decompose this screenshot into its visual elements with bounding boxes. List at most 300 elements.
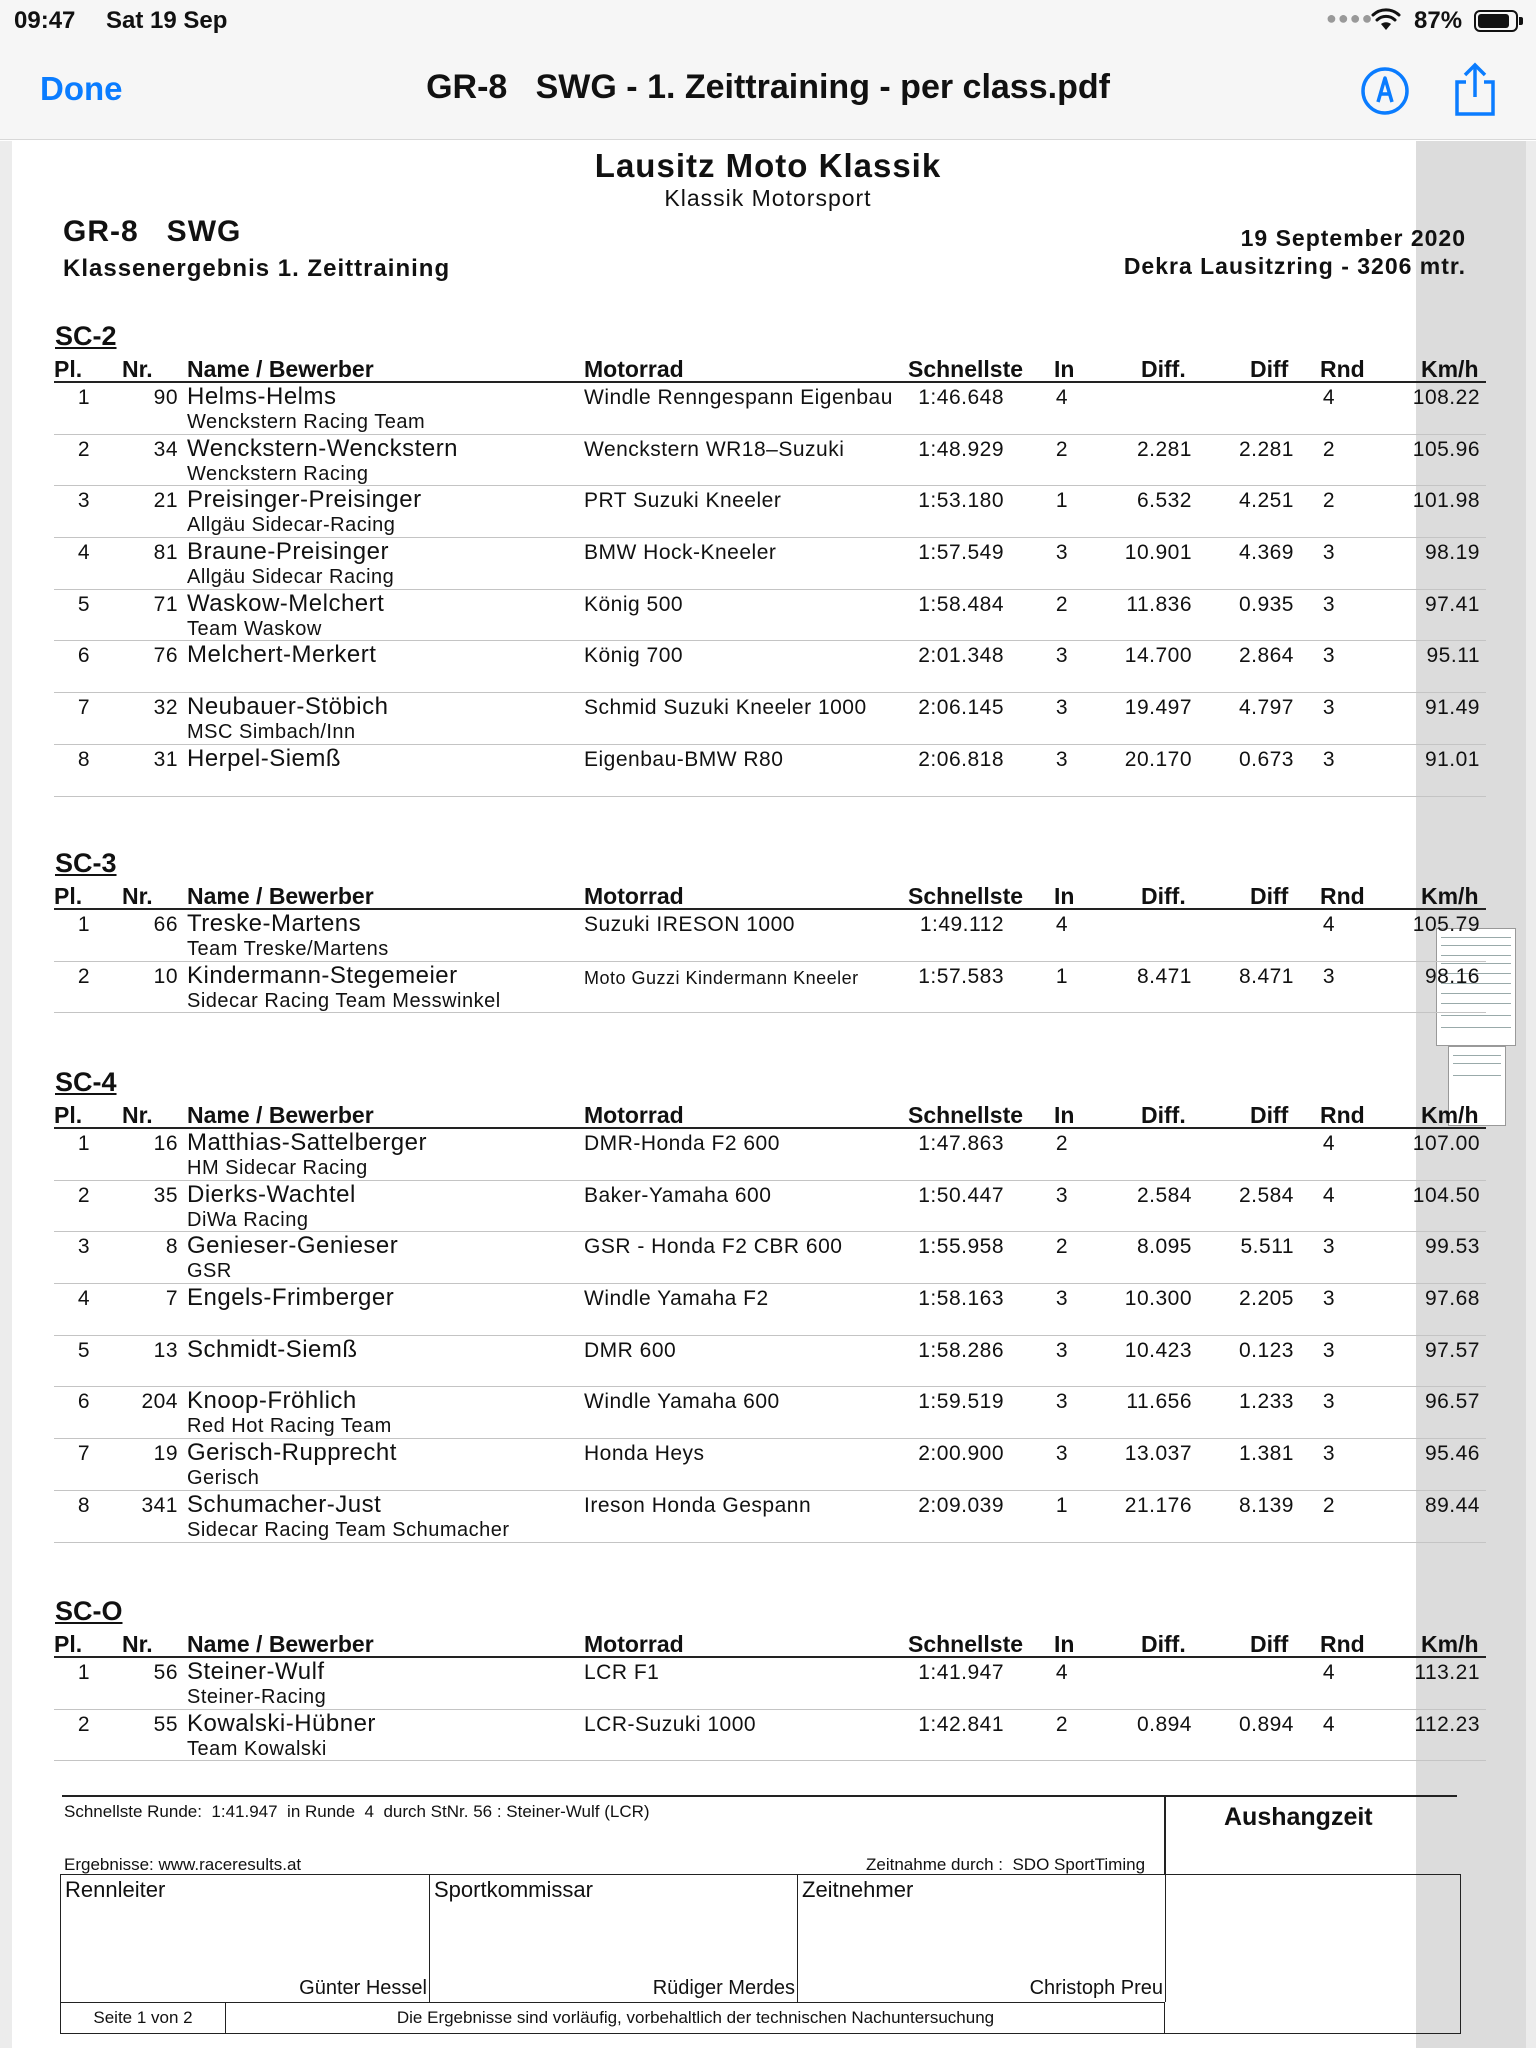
cell-best: 1:48.929 xyxy=(918,437,1004,461)
battery-icon xyxy=(1474,10,1518,32)
cell-in: 2 xyxy=(1055,1132,1069,1155)
cell-best: 1:57.549 xyxy=(918,541,1004,565)
cell-name: Schumacher-Just xyxy=(187,1490,382,1518)
document-title: GR-8 SWG - 1. Zeittraining - per class.pdf xyxy=(426,68,1110,106)
cell-in: 4 xyxy=(1055,913,1069,936)
column-header-bike: Motorrad xyxy=(584,883,684,909)
column-header-pos: Pl. xyxy=(54,1102,83,1128)
cell-best: 1:47.863 xyxy=(918,1132,1004,1155)
column-header-diff1: Diff. xyxy=(1141,883,1186,909)
cell-nr: 90 xyxy=(153,386,178,409)
table-row xyxy=(54,538,1486,590)
cell-kmh: 98.16 xyxy=(1424,964,1480,988)
table-row xyxy=(54,1284,1486,1336)
cell-diff1: 10.300 xyxy=(1124,1287,1192,1311)
class-title: SC-4 xyxy=(55,1067,117,1097)
cell-in: 2 xyxy=(1055,1235,1069,1259)
column-header-diff1: Diff. xyxy=(1141,356,1186,382)
cell-name: Braune-Preisinger xyxy=(187,538,389,566)
cell-nr: 66 xyxy=(153,913,178,936)
role-label: Sportkommissar xyxy=(434,1877,593,1902)
cell-bike: König 700 xyxy=(584,644,684,668)
cell-diff2: 2.584 xyxy=(1238,1183,1294,1207)
column-header-pos: Pl. xyxy=(54,883,83,909)
cell-name: Herpel-Siemß xyxy=(187,744,342,772)
cell-bike: Honda Heys xyxy=(584,1442,705,1466)
cell-pos: 7 xyxy=(77,696,91,720)
event-title: Lausitz Moto Klassik xyxy=(594,147,942,184)
column-header-pos: Pl. xyxy=(54,356,83,382)
column-header-bike: Motorrad xyxy=(584,356,684,382)
table-row xyxy=(54,435,1486,487)
cell-diff1: 10.901 xyxy=(1124,541,1192,565)
cell-in: 1 xyxy=(1055,964,1069,988)
cell-diff1: 11.836 xyxy=(1126,592,1192,616)
cell-rnd: 4 xyxy=(1322,1712,1336,1736)
cell-bike: BMW Hock-Kneeler xyxy=(584,541,777,565)
cell-pos: 2 xyxy=(77,964,91,988)
column-header-kmh: Km/h xyxy=(1421,1102,1479,1128)
cell-diff1: 2.584 xyxy=(1136,1183,1192,1207)
cell-kmh: 97.68 xyxy=(1424,1287,1480,1311)
cell-in: 2 xyxy=(1055,592,1069,616)
cell-kmh: 108.22 xyxy=(1412,386,1480,409)
cell-nr: 341 xyxy=(141,1493,178,1517)
cell-best: 1:42.841 xyxy=(918,1712,1004,1736)
cell-diff2: 1.233 xyxy=(1238,1390,1294,1414)
cell-bike: Ireson Honda Gespann xyxy=(584,1493,812,1517)
column-header-rnd: Rnd xyxy=(1320,1631,1365,1657)
table-row xyxy=(54,1710,1486,1762)
table-header xyxy=(54,357,1486,383)
column-header-name: Name / Bewerber xyxy=(187,356,374,382)
cell-best: 1:58.163 xyxy=(918,1287,1004,1311)
status-date: Sat 19 Sep xyxy=(106,7,228,34)
cell-diff1: 11.656 xyxy=(1126,1390,1192,1414)
cell-diff2: 4.251 xyxy=(1238,489,1294,513)
cell-diff1: 13.037 xyxy=(1124,1442,1192,1466)
table-row xyxy=(54,1336,1486,1388)
cell-best: 1:58.286 xyxy=(918,1338,1004,1362)
cell-bike: DMR 600 xyxy=(584,1338,677,1362)
cell-bike: Wenckstern WR18–Suzuki xyxy=(584,437,845,461)
cell-name: Gerisch-Rupprecht xyxy=(187,1439,397,1467)
cell-best: 1:58.484 xyxy=(918,592,1004,616)
signature-timekeeper xyxy=(798,1875,1166,2002)
nav-bar xyxy=(0,40,1536,140)
cell-name: Preisinger-Preisinger xyxy=(187,486,422,514)
cell-rnd: 3 xyxy=(1322,592,1336,616)
cell-rnd: 3 xyxy=(1322,747,1336,771)
cell-rnd: 3 xyxy=(1322,1390,1336,1414)
cell-nr: 8 xyxy=(165,1235,178,1259)
column-header-best: Schnellste xyxy=(908,883,1024,909)
column-header-name: Name / Bewerber xyxy=(187,883,374,909)
cell-bike: Schmid Suzuki Kneeler 1000 xyxy=(584,696,867,720)
role-label: Zeitnehmer xyxy=(802,1877,914,1902)
results-url: Ergebnisse: www.raceresults.at xyxy=(64,1855,302,1874)
cell-team: Team Treske/Martens xyxy=(187,938,389,960)
cell-team: Team Kowalski xyxy=(187,1737,327,1760)
table-row xyxy=(54,1232,1486,1284)
cell-in: 4 xyxy=(1055,1661,1069,1684)
column-header-best: Schnellste xyxy=(908,356,1024,382)
cell-rnd: 4 xyxy=(1322,1183,1336,1207)
table-row xyxy=(54,641,1486,693)
markup-pen-icon[interactable] xyxy=(1360,66,1410,116)
fastest-lap-note: Schnellste Runde: 1:41.947 in Runde 4 durch StNr. 56 : Steiner-Wulf (LCR) xyxy=(64,1802,650,1821)
cell-team: Steiner-Racing xyxy=(187,1686,327,1708)
race-date: 19 September 2020 xyxy=(1240,225,1466,251)
pdf-page[interactable] xyxy=(0,141,1536,2048)
cell-rnd: 4 xyxy=(1322,913,1336,936)
official-name: Christoph Preu xyxy=(1029,1977,1163,1999)
cell-diff2: 2.205 xyxy=(1238,1287,1294,1311)
cell-rnd: 3 xyxy=(1322,1235,1336,1259)
cell-kmh: 105.96 xyxy=(1412,437,1480,461)
cell-diff1: 20.170 xyxy=(1124,747,1192,771)
race-group: GR-8 SWG xyxy=(63,215,242,248)
cell-rnd: 3 xyxy=(1322,1442,1336,1466)
wifi-icon xyxy=(1370,8,1402,32)
cell-kmh: 105.79 xyxy=(1412,913,1480,936)
column-header-kmh: Km/h xyxy=(1421,356,1479,382)
cell-in: 2 xyxy=(1055,437,1069,461)
cell-bike: PRT Suzuki Kneeler xyxy=(584,489,782,513)
cell-in: 4 xyxy=(1055,386,1069,409)
cell-name: Helms-Helms xyxy=(187,383,337,410)
column-header-nr: Nr. xyxy=(122,1631,153,1657)
race-venue: Dekra Lausitzring - 3206 mtr. xyxy=(1123,253,1466,279)
cell-nr: 34 xyxy=(153,437,178,461)
cell-bike: König 500 xyxy=(584,592,684,616)
table-row xyxy=(54,1439,1486,1491)
table-row xyxy=(54,486,1486,538)
cell-pos: 5 xyxy=(77,1338,91,1362)
cell-best: 1:49.112 xyxy=(919,913,1004,936)
cell-team: Gerisch xyxy=(187,1467,260,1490)
cell-team: Red Hot Racing Team xyxy=(187,1415,392,1438)
table-header xyxy=(54,1103,1486,1129)
cell-kmh: 99.53 xyxy=(1424,1235,1480,1259)
signature-steward xyxy=(430,1875,798,2002)
column-header-diff2: Diff xyxy=(1250,883,1289,909)
column-header-rnd: Rnd xyxy=(1320,883,1365,909)
cell-in: 3 xyxy=(1055,747,1069,771)
cell-name: Genieser-Genieser xyxy=(187,1232,399,1260)
page-info: Seite 1 von 2 xyxy=(61,2003,226,2033)
cell-kmh: 101.98 xyxy=(1412,489,1480,513)
cell-in: 3 xyxy=(1055,1390,1069,1414)
cell-bike: LCR F1 xyxy=(584,1661,660,1684)
cell-diff1: 2.281 xyxy=(1136,437,1192,461)
cell-nr: 16 xyxy=(153,1132,178,1155)
results-footer xyxy=(58,1795,1458,2035)
column-header-pos: Pl. xyxy=(54,1631,83,1657)
cell-diff1: 0.894 xyxy=(1136,1712,1192,1736)
column-header-in: In xyxy=(1054,356,1075,382)
cell-diff2: 1.381 xyxy=(1238,1442,1294,1466)
cell-in: 3 xyxy=(1055,644,1069,668)
cell-nr: 19 xyxy=(153,1442,178,1466)
cell-kmh: 97.57 xyxy=(1424,1338,1480,1362)
cell-in: 1 xyxy=(1055,489,1069,513)
cell-pos: 2 xyxy=(77,1712,91,1736)
cell-nr: 32 xyxy=(153,696,178,720)
column-header-nr: Nr. xyxy=(122,883,153,909)
table-row xyxy=(54,1491,1486,1543)
cell-name: Schmidt-Siemß xyxy=(187,1335,358,1363)
table-row xyxy=(54,383,1486,435)
cell-rnd: 3 xyxy=(1322,696,1336,720)
cell-nr: 76 xyxy=(153,644,178,668)
status-time: 09:47 xyxy=(14,7,76,34)
disclaimer: Die Ergebnisse sind vorläufig, vorbehaltlich der technischen Nachuntersuchung xyxy=(396,2008,995,2027)
cell-name: Engels-Frimberger xyxy=(187,1284,395,1312)
column-header-kmh: Km/h xyxy=(1421,883,1479,909)
cell-kmh: 96.57 xyxy=(1424,1390,1480,1414)
cell-kmh: 112.23 xyxy=(1414,1712,1480,1736)
cell-pos: 3 xyxy=(77,489,91,513)
cell-team: MSC Simbach/Inn xyxy=(187,721,356,744)
cell-nr: 21 xyxy=(153,489,178,513)
column-header-diff2: Diff xyxy=(1250,356,1289,382)
cell-pos: 4 xyxy=(77,1287,91,1311)
cell-team: DiWa Racing xyxy=(187,1208,309,1231)
cell-in: 3 xyxy=(1055,1442,1069,1466)
cell-in: 1 xyxy=(1055,1493,1069,1517)
official-name: Rüdiger Merdes xyxy=(652,1977,795,1999)
cell-name: Wenckstern-Wenckstern xyxy=(187,434,459,462)
cell-nr: 10 xyxy=(153,964,178,988)
column-header-diff1: Diff. xyxy=(1141,1631,1186,1657)
cell-in: 3 xyxy=(1055,541,1069,565)
cell-bike: Moto Guzzi Kindermann Kneeler xyxy=(584,967,859,988)
cell-name: Kowalski-Hübner xyxy=(187,1709,376,1737)
cell-diff2: 8.471 xyxy=(1238,964,1294,988)
cell-best: 1:59.519 xyxy=(918,1390,1004,1414)
cell-team: HM Sidecar Racing xyxy=(187,1157,368,1179)
cell-best: 1:46.648 xyxy=(918,386,1004,409)
event-subtitle: Klassik Motorsport xyxy=(664,185,872,211)
cell-pos: 4 xyxy=(77,541,91,565)
cell-name: Melchert-Merkert xyxy=(187,641,377,669)
cell-nr: 7 xyxy=(165,1287,178,1311)
cell-kmh: 89.44 xyxy=(1424,1493,1480,1517)
column-header-name: Name / Bewerber xyxy=(187,1102,374,1128)
cell-best: 2:01.348 xyxy=(918,644,1004,668)
cell-pos: 1 xyxy=(77,1132,91,1155)
table-row xyxy=(54,1387,1486,1439)
column-header-diff2: Diff xyxy=(1250,1102,1289,1128)
cell-nr: 204 xyxy=(141,1390,178,1414)
cell-name: Dierks-Wachtel xyxy=(187,1180,356,1208)
cell-rnd: 4 xyxy=(1322,1661,1336,1684)
table-row xyxy=(54,910,1486,962)
cell-in: 3 xyxy=(1055,696,1069,720)
cell-diff1: 14.700 xyxy=(1124,644,1192,668)
cell-bike: Suzuki IRESON 1000 xyxy=(584,913,795,936)
column-header-rnd: Rnd xyxy=(1320,1102,1365,1128)
cell-nr: 81 xyxy=(153,541,178,565)
battery-level xyxy=(1478,14,1509,28)
column-header-in: In xyxy=(1054,883,1075,909)
cell-team: Wenckstern Racing xyxy=(187,462,369,485)
table-row xyxy=(54,693,1486,745)
cell-diff2: 8.139 xyxy=(1238,1493,1294,1517)
cell-diff2: 0.123 xyxy=(1238,1338,1294,1362)
race-session: Klassenergebnis 1. Zeittraining xyxy=(63,255,451,282)
cell-best: 1:55.958 xyxy=(918,1235,1004,1259)
cell-team: Sidecar Racing Team Schumacher xyxy=(187,1518,510,1541)
cell-diff1: 19.497 xyxy=(1124,696,1192,720)
cell-rnd: 2 xyxy=(1322,489,1336,513)
share-icon[interactable] xyxy=(1452,62,1498,118)
column-header-kmh: Km/h xyxy=(1421,1631,1479,1657)
cell-bike: Windle Renngespann Eigenbau xyxy=(584,386,893,409)
battery-percentage: 87% xyxy=(1414,7,1463,34)
table-row xyxy=(54,1658,1486,1710)
cell-bike: Eigenbau-BMW R80 xyxy=(584,747,784,771)
column-header-best: Schnellste xyxy=(908,1631,1024,1657)
cell-pos: 1 xyxy=(77,1661,91,1684)
cell-kmh: 91.49 xyxy=(1424,696,1480,720)
table-row xyxy=(54,590,1486,642)
cell-team: Sidecar Racing Team Messwinkel xyxy=(187,989,501,1012)
class-title: SC-O xyxy=(55,1596,123,1626)
column-header-nr: Nr. xyxy=(122,1102,153,1128)
column-header-bike: Motorrad xyxy=(584,1631,684,1657)
cell-name: Kindermann-Stegemeier xyxy=(187,961,458,989)
cell-diff2: 4.369 xyxy=(1238,541,1294,565)
cell-diff1: 10.423 xyxy=(1124,1338,1192,1362)
cell-kmh: 95.46 xyxy=(1424,1442,1480,1466)
cell-pos: 2 xyxy=(77,1183,91,1207)
cell-pos: 1 xyxy=(77,386,91,409)
column-header-nr: Nr. xyxy=(122,356,153,382)
cell-kmh: 95.11 xyxy=(1426,644,1480,668)
signature-race-director xyxy=(61,1875,430,2002)
cell-best: 1:53.180 xyxy=(918,489,1004,513)
cell-pos: 7 xyxy=(77,1442,91,1466)
cell-diff1: 21.176 xyxy=(1124,1493,1192,1517)
cell-bike: Windle Yamaha F2 xyxy=(584,1287,769,1311)
cell-in: 3 xyxy=(1055,1183,1069,1207)
cell-pos: 5 xyxy=(77,592,91,616)
cell-nr: 35 xyxy=(153,1183,178,1207)
done-button[interactable]: Done xyxy=(40,70,123,107)
cell-kmh: 107.00 xyxy=(1412,1132,1480,1155)
cell-team: Team Waskow xyxy=(187,617,322,640)
role-label: Rennleiter xyxy=(65,1877,166,1902)
cell-name: Treske-Martens xyxy=(187,910,362,937)
cell-name: Waskow-Melchert xyxy=(187,589,385,617)
cell-best: 2:06.145 xyxy=(918,696,1004,720)
cell-diff2: 0.673 xyxy=(1238,747,1294,771)
cell-kmh: 104.50 xyxy=(1412,1183,1480,1207)
cell-nr: 56 xyxy=(153,1661,178,1684)
posting-time-label: Aushangzeit xyxy=(1224,1803,1373,1831)
signal-dots-icon: ●●●● xyxy=(1326,8,1374,28)
column-header-diff1: Diff. xyxy=(1141,1102,1186,1128)
column-header-in: In xyxy=(1054,1631,1075,1657)
cell-bike: LCR-Suzuki 1000 xyxy=(584,1712,757,1736)
table-row xyxy=(54,962,1486,1014)
table-row xyxy=(54,1129,1486,1181)
cell-diff2: 2.864 xyxy=(1238,644,1294,668)
class-title: SC-3 xyxy=(55,848,117,878)
table-header xyxy=(54,884,1486,910)
cell-rnd: 3 xyxy=(1322,1338,1336,1362)
cell-pos: 1 xyxy=(77,913,91,936)
official-name: Günter Hessel xyxy=(299,1977,427,1999)
table-header xyxy=(54,1632,1486,1658)
cell-nr: 71 xyxy=(153,592,178,616)
cell-diff1: 8.471 xyxy=(1136,964,1192,988)
cell-rnd: 2 xyxy=(1322,437,1336,461)
cell-pos: 2 xyxy=(77,437,91,461)
cell-diff2: 0.935 xyxy=(1238,592,1294,616)
column-header-in: In xyxy=(1054,1102,1075,1128)
cell-team: Wenckstern Racing Team xyxy=(187,411,426,433)
column-header-diff2: Diff xyxy=(1250,1631,1289,1657)
signature-box xyxy=(60,1874,1461,2034)
cell-bike: Windle Yamaha 600 xyxy=(584,1390,780,1414)
cell-diff2: 0.894 xyxy=(1238,1712,1294,1736)
cell-nr: 31 xyxy=(153,747,178,771)
cell-pos: 8 xyxy=(77,747,91,771)
status-bar xyxy=(0,0,1536,40)
cell-nr: 55 xyxy=(153,1712,178,1736)
cell-bike: Baker-Yamaha 600 xyxy=(584,1183,772,1207)
cell-rnd: 4 xyxy=(1322,1132,1336,1155)
cell-best: 1:41.947 xyxy=(918,1661,1004,1684)
cell-rnd: 2 xyxy=(1322,1493,1336,1517)
cell-name: Neubauer-Stöbich xyxy=(187,693,389,721)
cell-kmh: 97.41 xyxy=(1424,592,1480,616)
cell-rnd: 4 xyxy=(1322,386,1336,409)
cell-name: Steiner-Wulf xyxy=(187,1658,325,1685)
timing-provider: Zeitnahme durch : SDO SportTiming xyxy=(866,1855,1146,1874)
cell-kmh: 98.19 xyxy=(1424,541,1480,565)
cell-rnd: 3 xyxy=(1322,964,1336,988)
cell-best: 2:09.039 xyxy=(918,1493,1004,1517)
cell-name: Matthias-Sattelberger xyxy=(187,1129,427,1156)
cell-in: 2 xyxy=(1055,1712,1069,1736)
cell-bike: GSR - Honda F2 CBR 600 xyxy=(584,1235,843,1259)
cell-diff1: 8.095 xyxy=(1136,1235,1192,1259)
cell-best: 2:06.818 xyxy=(918,747,1004,771)
cell-kmh: 113.21 xyxy=(1414,1661,1480,1684)
table-row xyxy=(54,1181,1486,1233)
cell-team: Allgäu Sidecar-Racing xyxy=(187,514,396,537)
cell-nr: 13 xyxy=(153,1338,178,1362)
cell-team: Allgäu Sidecar Racing xyxy=(187,566,395,589)
cell-best: 1:57.583 xyxy=(918,964,1004,988)
column-header-best: Schnellste xyxy=(908,1102,1024,1128)
column-header-name: Name / Bewerber xyxy=(187,1631,374,1657)
column-header-bike: Motorrad xyxy=(584,1102,684,1128)
cell-best: 1:50.447 xyxy=(918,1183,1004,1207)
cell-kmh: 91.01 xyxy=(1424,747,1480,771)
cell-rnd: 3 xyxy=(1322,644,1336,668)
cell-diff2: 2.281 xyxy=(1238,437,1294,461)
cell-in: 3 xyxy=(1055,1338,1069,1362)
cell-bike: DMR-Honda F2 600 xyxy=(584,1132,780,1155)
cell-diff2: 5.511 xyxy=(1240,1235,1294,1259)
column-header-rnd: Rnd xyxy=(1320,356,1365,382)
cell-pos: 6 xyxy=(77,1390,91,1414)
